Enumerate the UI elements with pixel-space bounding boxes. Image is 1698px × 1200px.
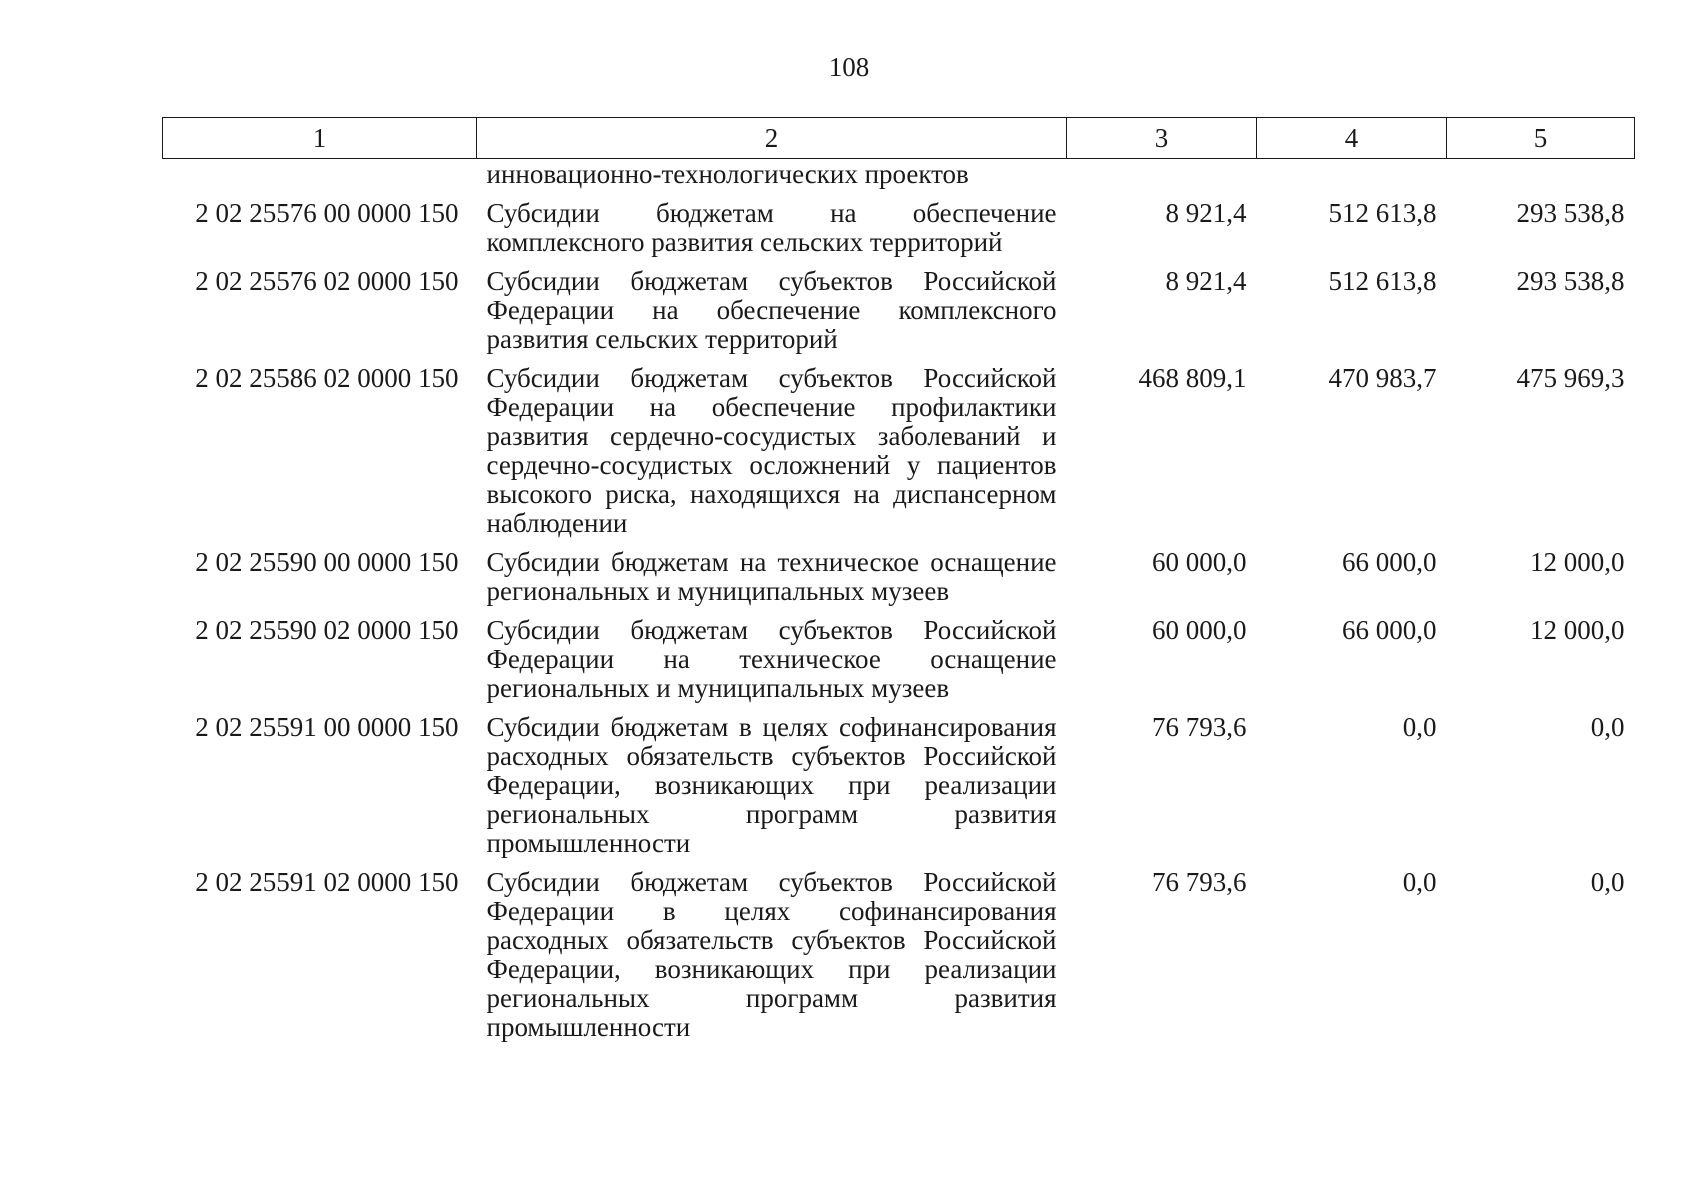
row-value-col5: 0,0: [1590, 867, 1625, 897]
row-description: Субсидии бюджетам субъектов Российской Федерации на обеспечение комплексного развития сельских территорий: [486, 266, 1057, 354]
table-row: [163, 257, 1635, 354]
row-value-col3: 8 921,4: [1165, 266, 1247, 296]
row-value-col4: 0,0: [1402, 712, 1437, 742]
row-code: 2 02 25591 02 0000 150: [195, 867, 459, 897]
header-col-1: 1: [163, 118, 477, 159]
continuation-text: инновационно-технологических проектов: [486, 159, 969, 189]
row-code: 2 02 25576 02 0000 150: [195, 266, 459, 296]
row-value-col5: 12 000,0: [1530, 615, 1625, 645]
table-row: [163, 703, 1635, 858]
row-value-col3: 468 809,1: [1138, 363, 1247, 393]
row-value-col4: 512 613,8: [1328, 266, 1437, 296]
header-col-4: 4: [1257, 118, 1447, 159]
row-value-col3: 60 000,0: [1152, 547, 1247, 577]
row-value-col4: 512 613,8: [1328, 198, 1437, 228]
row-value-col4: 0,0: [1402, 867, 1437, 897]
row-code: 2 02 25586 02 0000 150: [195, 363, 459, 393]
header-col-3: 3: [1067, 118, 1257, 159]
row-code: 2 02 25576 00 0000 150: [195, 198, 459, 228]
table-body: [163, 159, 1635, 1043]
table-row: [163, 606, 1635, 703]
row-code: 2 02 25590 02 0000 150: [195, 615, 459, 645]
row-description: Субсидии бюджетам субъектов Российской Федерации в целях софинансирования расходных обязательств субъектов Российской Федерации, возникающих при реализации региональных программ развития промышленности: [486, 867, 1057, 1042]
continuation-empty-4: [1257, 159, 1447, 190]
row-value-col4: 66 000,0: [1342, 547, 1437, 577]
continuation-row: [163, 159, 1635, 190]
row-value-col4: 66 000,0: [1342, 615, 1437, 645]
row-value-col3: 60 000,0: [1152, 615, 1247, 645]
header-col-5: 5: [1447, 118, 1635, 159]
header-col-2: 2: [477, 118, 1067, 159]
row-value-col5: 475 969,3: [1516, 363, 1625, 393]
row-value-col5: 293 538,8: [1516, 266, 1625, 296]
table-row: [163, 189, 1635, 257]
row-description: Субсидии бюджетам на обеспечение комплексного развития сельских территорий: [486, 198, 1057, 257]
table-row: [163, 858, 1635, 1042]
row-value-col5: 0,0: [1590, 712, 1625, 742]
row-value-col3: 76 793,6: [1152, 867, 1247, 897]
table-row: [163, 538, 1635, 606]
row-description: Субсидии бюджетам на техническое оснащение региональных и муниципальных музеев: [486, 547, 1057, 606]
row-code: 2 02 25590 00 0000 150: [195, 547, 459, 577]
row-value-col3: 8 921,4: [1165, 198, 1247, 228]
row-value-col4: 470 983,7: [1328, 363, 1437, 393]
row-description: Субсидии бюджетам субъектов Российской Федерации на техническое оснащение региональных и муниципальных музеев: [486, 615, 1057, 703]
continuation-code-cell: [163, 159, 477, 190]
row-code: 2 02 25591 00 0000 150: [195, 712, 459, 742]
row-description: Субсидии бюджетам в целях софинансирования расходных обязательств субъектов Российской Федерации, возникающих при реализации региональных программ развития промышленности: [486, 712, 1057, 858]
table-row: [163, 354, 1635, 538]
row-description: Субсидии бюджетам субъектов Российской Федерации на обеспечение профилактики развития сердечно-сосудистых заболеваний и сердечно-сосудистых осложнений у пациентов высокого риска, находящихся на диспансерном наблюдении: [486, 363, 1057, 538]
continuation-empty-5: [1447, 159, 1635, 190]
header-row: [163, 118, 1635, 159]
budget-table: [162, 117, 1635, 1042]
continuation-empty-3: [1067, 159, 1257, 190]
row-value-col5: 293 538,8: [1516, 198, 1625, 228]
row-value-col5: 12 000,0: [1530, 547, 1625, 577]
page-number: 108: [828, 52, 870, 82]
row-value-col3: 76 793,6: [1152, 712, 1247, 742]
table-header: [163, 118, 1635, 159]
